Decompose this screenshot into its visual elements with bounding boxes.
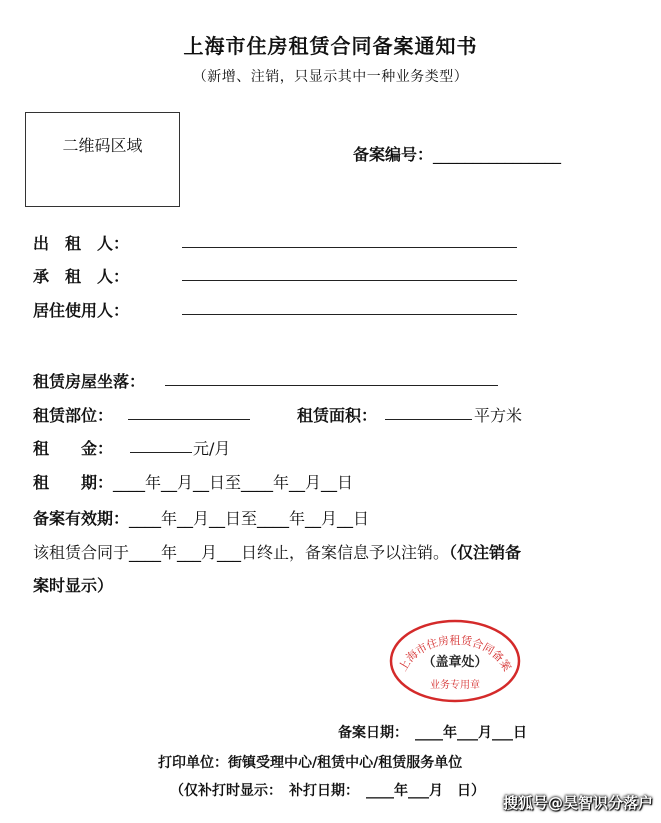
lessee-row [33, 264, 129, 287]
part-label: 租赁部位： [33, 406, 114, 425]
occupant-blank [182, 300, 517, 315]
rent-blank [130, 438, 192, 453]
qr-code-area [25, 112, 180, 207]
record-number-label: 备案编号： [353, 145, 434, 164]
document-title: 上海市住房租赁合同备案通知书 [183, 34, 478, 58]
document-subtitle: （新增、注销，只显示其中一种业务类型） [192, 69, 469, 85]
term-text: ____年__月__日至____年__月__日 [113, 473, 354, 492]
validity-row [33, 506, 369, 529]
cancellation-text: 该租赁合同于____年___月___日终止，备案信息予以注销。 [33, 543, 450, 562]
rent-label: 租 金： [33, 439, 114, 458]
cancellation-line-1 [33, 540, 521, 563]
lessee-blank [182, 266, 517, 281]
location-label: 租赁房屋坐落： [33, 372, 146, 391]
record-number [353, 142, 561, 165]
record-date: 备案日期： ____年___月___日 [338, 725, 527, 741]
watermark-text: 搜狐号@昊智识分落户 [502, 794, 653, 812]
area-label: 租赁面积： [297, 406, 378, 425]
rent-unit: 元/月 [193, 439, 231, 458]
occupant-row [33, 298, 129, 321]
reprint-date: （仅补打时显示： 补打日期： ____年___月 日） [170, 783, 485, 799]
seal-center-text: （盖章处） [422, 655, 488, 670]
official-seal [388, 618, 522, 704]
term-label: 租 期： [33, 473, 114, 492]
area-unit: 平方米 [474, 406, 523, 425]
seal-bottom-text: 业务专用章 [430, 680, 480, 691]
validity-text: ____年__月__日至____年__月__日 [129, 509, 370, 528]
lessor-label: 出 租 人： [33, 234, 130, 253]
validity-label: 备案有效期： [33, 509, 130, 528]
print-unit: 打印单位：街镇受理中心/租赁中心/租赁服务单位 [158, 755, 463, 771]
term-row [33, 470, 353, 493]
occupant-label: 居住使用人： [33, 301, 130, 320]
qr-code-label: 二维码区域 [62, 136, 143, 155]
cancellation-note-1: （仅注销备 [449, 543, 522, 562]
seal-arc-text: 上海市住房租赁合同备案 [396, 633, 514, 674]
cancellation-note-2: 案时显示） [33, 576, 114, 595]
lessor-row [33, 231, 129, 254]
record-number-blank: ________________ [433, 145, 562, 164]
lessee-label: 承 租 人： [33, 267, 130, 286]
location-blank [165, 371, 498, 386]
area-blank [385, 405, 472, 420]
lessor-blank [182, 233, 517, 248]
part-blank [128, 405, 250, 420]
